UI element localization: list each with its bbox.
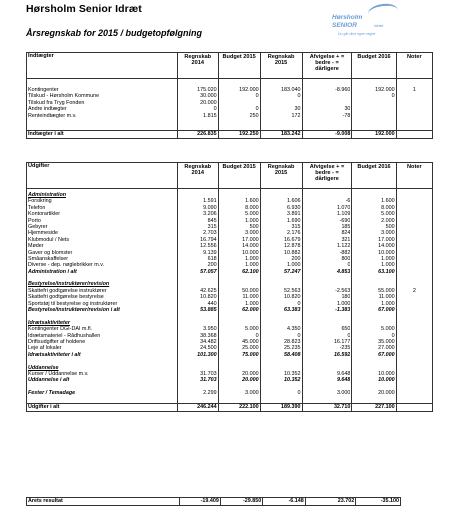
fester-b16: 20.000 [378, 390, 395, 397]
col-afvigelse: Afvigelse + = bedre - = dårligere [302, 53, 352, 79]
expense-row-afv: 1.109 [336, 211, 351, 218]
expense-row-label: Kontingenter DGI-DAI m.fl. [28, 326, 93, 333]
income-row-label: Andre indtægter [28, 106, 67, 113]
income-r14 [177, 79, 218, 131]
income-row-b16: 0 [391, 93, 395, 100]
income-header: Indtægter [27, 53, 178, 79]
expense-row-r15: 0 [297, 300, 301, 307]
result-b16: -35.100 [356, 498, 401, 506]
result-r15: -6.148 [263, 498, 305, 506]
spacer [220, 397, 259, 403]
expense-row-r14: 38.368 [200, 332, 217, 339]
income-row-r15: 172 [291, 112, 301, 119]
page-title: Hørsholm Senior Idræt [26, 3, 142, 15]
expense-row-r14: 1.591 [203, 198, 217, 205]
expense-row-afv: -2.563 [335, 287, 351, 294]
spacer [179, 397, 217, 403]
expense-row-r14: 200 [207, 262, 217, 269]
expense-row-b16: 3.000 [381, 230, 395, 237]
expense-row-b15: 5.000 [245, 211, 259, 218]
spacer [398, 397, 431, 403]
income-row-b15: 250 [249, 112, 259, 119]
group-subtotal-label: Uddannelse i alt [28, 377, 70, 384]
expense-row-b15: 1.600 [245, 198, 259, 205]
income-r15 [260, 79, 302, 131]
spacer [28, 397, 176, 403]
expense-row-label: Kurser / Uddannelse m.v. [28, 370, 89, 377]
expense-row-r15: 10.352 [284, 370, 301, 377]
expense-row-b15: 0 [255, 332, 259, 339]
expense-row-b15: 45.000 [242, 338, 259, 345]
income-row-afv: -8.960 [335, 87, 351, 93]
group-subtotal-afv: -1.383 [335, 307, 351, 314]
expense-row-afv: 800 [341, 255, 351, 262]
income-body [27, 79, 433, 131]
group-subtotal-label: Idrætsaktiviteter i alt [28, 351, 81, 358]
expense-row-b16: 10.000 [378, 370, 395, 377]
income-total-row [27, 131, 433, 139]
spacer [262, 397, 301, 403]
fester-r14: 2.299 [203, 390, 217, 397]
income-row-b15: 0 [255, 106, 259, 113]
expense-row-b15: 5.000 [245, 326, 259, 333]
expense-row-label: Skattefri godtgørelse bestyrelse [28, 294, 104, 301]
expense-row-b15: 20.000 [242, 370, 259, 377]
group-subtotal-afv: 9.648 [336, 377, 351, 384]
income-labels [27, 79, 178, 131]
expense-row-b16: 5.000 [381, 326, 395, 333]
expense-row-r15: 315 [291, 223, 301, 230]
expense-row-label: Hjemmeside [28, 230, 58, 237]
expense-row-b16: 35.000 [378, 338, 395, 345]
income-total-r14: 226.835 [177, 131, 218, 139]
income-total-b15: 192.250 [218, 131, 260, 139]
expense-row-r15: 1.690 [287, 217, 301, 224]
expense-row-afv: -882 [339, 249, 351, 256]
expense-row-label: Skattefri godtgørelse instruktører [28, 287, 107, 294]
expense-row-b16: 1.000 [381, 300, 395, 307]
income-table [26, 52, 433, 139]
fester-label: Fester / Temadage [28, 390, 76, 397]
col-budget-2016: Budget 2016 [352, 53, 396, 79]
expense-row-b15: 17.000 [242, 236, 259, 243]
group-subtotal-b15: 20.000 [242, 377, 259, 384]
expense-row-label: Telefon [28, 204, 46, 211]
expense-row-b15: 3.000 [245, 230, 259, 237]
expense-row-b15: 1.000 [245, 217, 259, 224]
income-total-note [396, 131, 432, 139]
expense-row-b15: 25.000 [242, 345, 259, 352]
expense-row-label: Diverse - dep. nøglebrikker m.v. [28, 262, 104, 269]
expense-row-r15: 2.176 [287, 230, 301, 237]
expense-row-r15: 12.878 [284, 243, 301, 250]
income-b16 [352, 79, 396, 131]
income-row-afv: -78 [342, 112, 351, 119]
income-total-b16: 192.000 [352, 131, 396, 139]
expense-row-b16: 17.000 [378, 236, 395, 243]
expense-row-b16: 1.000 [381, 255, 395, 262]
expense-total-r14: 246.244 [177, 403, 218, 411]
income-row-r14: 1.815 [203, 112, 217, 119]
income-row-afv: 30 [344, 106, 351, 113]
expense-row-r14: 10.820 [200, 294, 217, 301]
expense-row-label: Sportstøj til bestyrelse og instruktører [28, 300, 118, 307]
expense-r15 [260, 189, 302, 404]
expense-row-b15: 1.000 [245, 255, 259, 262]
expense-row-b15: 500 [249, 223, 259, 230]
expense-row-b16: 500 [385, 223, 395, 230]
spacer [353, 397, 394, 403]
expense-row-afv: 650 [341, 326, 351, 333]
expense-row-b16: 10.000 [378, 249, 395, 256]
expense-row-r14: 42.625 [200, 287, 217, 294]
expense-row-r14: 9.139 [203, 249, 217, 256]
expense-row-label: Gaver og blomster [28, 249, 73, 256]
expense-row-b16: 1.600 [381, 198, 395, 205]
logo-swirl-icon [367, 2, 399, 22]
spacer [304, 397, 351, 403]
expense-row-r15: 200 [291, 255, 301, 262]
income-row-label: Tilskud fra Tryg Fonden [28, 99, 85, 106]
result-table [26, 497, 401, 506]
expense-row-afv: 185 [341, 223, 351, 230]
expense-row-r14: 2.703 [203, 230, 217, 237]
group-subtotal-b16: 10.000 [378, 377, 395, 384]
expense-row-label: Kontorartikler [28, 211, 61, 218]
group-heading: Idrætsaktiviteter [28, 319, 70, 326]
group-subtotal-b15: 62.000 [242, 307, 259, 314]
income-notes [396, 79, 432, 131]
expense-row-b16: 2.000 [381, 217, 395, 224]
expense-row-afv: 1.070 [336, 204, 351, 211]
income-row-note: 1 [412, 87, 416, 93]
col-budget-2016-b: Budget 2016 [352, 163, 396, 189]
expense-r14 [177, 189, 218, 404]
page-subtitle: Årsregnskab for 2015 / budgetopfølgning [26, 28, 203, 38]
expense-row-r15: 1.000 [287, 262, 301, 269]
income-row-label: Kontingenter [28, 87, 59, 93]
result-r14: -19.409 [179, 498, 220, 506]
expense-row-r15: 4.350 [287, 326, 301, 333]
logo-tagline: Du går dine egne vegne [338, 32, 376, 36]
expense-body [27, 189, 433, 404]
expense-total-note [396, 403, 432, 411]
expense-row-r14: 315 [207, 223, 217, 230]
income-row-r14: 30.000 [200, 93, 217, 100]
result-row [27, 498, 401, 506]
expense-row-afv: 0 [347, 262, 351, 269]
result-b15: -29.850 [220, 498, 262, 506]
club-logo [330, 4, 422, 40]
expense-row-b16: 14.000 [378, 243, 395, 250]
expense-row-b15: 50.000 [242, 287, 259, 294]
expense-row-afv: -6 [345, 198, 351, 205]
expense-row-afv: -235 [339, 345, 351, 352]
logo-text-3: Idræt [374, 23, 384, 28]
expense-row-b16: 1.000 [381, 262, 395, 269]
expense-row-r14: 3.950 [203, 326, 217, 333]
expense-total-b16: 227.100 [352, 403, 396, 411]
expense-row-r14: 618 [207, 255, 217, 262]
group-heading: Administration [28, 192, 67, 198]
logo-text-1: Hørsholm [332, 14, 363, 21]
expense-row-r15: 16.679 [284, 236, 301, 243]
expense-row-r14: 440 [207, 300, 217, 307]
expense-row-b15: 14.000 [242, 243, 259, 250]
group-subtotal-b15: 62.100 [242, 268, 259, 275]
expense-row-r14: 9.090 [203, 204, 217, 211]
income-row-b15: 0 [255, 93, 259, 100]
expense-row-afv: -690 [339, 217, 351, 224]
group-subtotal-label: Bestyrelse/instruktører/revision i alt [28, 307, 120, 314]
income-row-b15: 192.000 [239, 87, 259, 93]
income-row-r14: 0 [213, 106, 217, 113]
income-row-note [398, 113, 431, 119]
expense-row-r15: 52.563 [284, 287, 301, 294]
group-subtotal-r15: 58.408 [284, 351, 301, 358]
expense-row-afv: 16.177 [333, 338, 351, 345]
income-total-afv: -9.008 [302, 131, 352, 139]
expense-row-r15: 25.235 [284, 345, 301, 352]
group-subtotal-r15: 63.383 [284, 307, 301, 314]
expense-row-r14: 12.556 [200, 243, 217, 250]
expense-b16 [352, 189, 396, 404]
income-row-r15: 0 [297, 93, 301, 100]
expense-row-r14: 34.482 [200, 338, 217, 345]
expense-row-b16: 27.000 [378, 345, 395, 352]
group-subtotal-r14: 31.703 [200, 377, 217, 384]
group-subtotal-r15: 10.352 [284, 377, 301, 384]
group-heading: Bestyrelse/instruktører/revision [28, 281, 110, 288]
group-subtotal-r15: 57.247 [284, 268, 301, 275]
expense-header: Udgifter [27, 163, 178, 189]
expense-row-b15: 1.000 [245, 262, 259, 269]
col-noter: Noter [396, 53, 432, 79]
group-subtotal-b16: 63.100 [378, 268, 395, 275]
income-total-r15: 183.242 [260, 131, 302, 139]
group-heading: Uddannelse [28, 364, 59, 371]
expense-row-r14: 16.794 [200, 236, 217, 243]
expense-row-afv: 9.648 [336, 370, 351, 377]
fester-r15: 0 [297, 390, 301, 397]
income-row-r15: 183.040 [281, 87, 301, 93]
group-subtotal-r14: 57.057 [200, 268, 217, 275]
expense-notes [396, 189, 432, 404]
expense-row-r15: 3.891 [287, 211, 301, 218]
expense-row-afv: 824 [341, 230, 351, 237]
expense-row-afv: 1.122 [336, 243, 351, 250]
group-subtotal-r14: 101.300 [197, 351, 217, 358]
expense-row-b15: 11.000 [242, 294, 259, 301]
expense-row-b16: 0 [391, 332, 395, 339]
expense-total-label: Udgifter i alt [27, 403, 178, 411]
col-budget-2015: Budget 2015 [218, 53, 260, 79]
income-row-b16 [353, 113, 394, 119]
col-regnskab-2014: Regnskab 2014 [177, 53, 218, 79]
expense-row-r14: 845 [207, 217, 217, 224]
group-subtotal-b15: 75.000 [242, 351, 259, 358]
expense-row-label: Driftsudgifter af holdene [28, 338, 86, 345]
income-row-r14: 175.020 [197, 87, 217, 93]
income-row-label: Renteindtægter m.v. [28, 112, 77, 119]
expense-row-b16: 55.000 [378, 287, 395, 294]
group-subtotal-b16: 67.000 [378, 307, 395, 314]
expense-row-b15: 1.000 [245, 300, 259, 307]
expense-row-note: 2 [412, 287, 416, 294]
expense-row-r15: 1.606 [287, 198, 301, 205]
logo-text-2: SENIOR [332, 22, 357, 29]
expense-row-label: Idrætsmateriel - Rådhushallen [28, 332, 101, 339]
income-row-r14: 20.000 [200, 99, 217, 106]
expense-row-r14: 3.206 [203, 211, 217, 218]
expense-row-b16: 5.000 [381, 211, 395, 218]
expense-total-row [27, 403, 433, 411]
expense-table [26, 162, 433, 412]
col-regnskab-2014-b: Regnskab 2014 [177, 163, 218, 189]
group-subtotal-r14: 53.885 [200, 307, 217, 314]
expense-row-r15: 10.882 [284, 249, 301, 256]
expense-row-b15: 10.000 [242, 249, 259, 256]
expense-row-r14: 31.703 [200, 370, 217, 377]
expense-row-b16: 8.000 [381, 204, 395, 211]
result-label: Årets resultat [27, 498, 180, 506]
col-budget-2015-b: Budget 2015 [218, 163, 260, 189]
result-afv: 23.702 [305, 498, 355, 506]
expense-total-r15: 189.390 [260, 403, 302, 411]
col-noter-b: Noter [396, 163, 432, 189]
expense-row-r15: 6.930 [287, 204, 301, 211]
fester-afv: 3.000 [336, 390, 351, 397]
expense-total-b15: 222.100 [218, 403, 260, 411]
expense-row-afv: 180 [341, 294, 351, 301]
expense-row-afv: 321 [341, 236, 351, 243]
income-b15 [218, 79, 260, 131]
expense-b15 [218, 189, 260, 404]
expense-row-afv: 0 [347, 332, 351, 339]
expense-total-afv: 32.710 [302, 403, 352, 411]
expense-row-label: Forsikring [28, 198, 52, 205]
group-subtotal-afv: 16.592 [333, 351, 351, 358]
expense-row-label: Gebyrer [28, 223, 48, 230]
income-row-r15: 30 [294, 106, 301, 113]
group-subtotal-label: Administration i alt [28, 268, 77, 275]
expense-row-r14: 24.500 [200, 345, 217, 352]
expense-row-r15: 28.823 [284, 338, 301, 345]
expense-row-label: Møder [28, 243, 44, 250]
expense-row-label: Klubmodul / Nets [28, 236, 70, 243]
expense-row-label: Porto [28, 217, 41, 224]
income-row-label: Tilskud - Hørsholm Kommune [28, 93, 100, 100]
col-afvigelse-b: Afvigelse + = bedre - = dårligere [302, 163, 352, 189]
income-row-b16: 192.000 [375, 87, 395, 93]
expense-row-label: Leje af lokaler [28, 345, 62, 352]
income-total-label: Indtægter i alt [27, 131, 178, 139]
expense-row-r15: 10.820 [284, 294, 301, 301]
expense-labels [27, 189, 178, 404]
expense-row-label: Småanskaffelser [28, 255, 69, 262]
expense-row-r15: 0 [297, 332, 301, 339]
col-regnskab-2015-b: Regnskab 2015 [260, 163, 302, 189]
expense-row-b16: 11.000 [378, 294, 395, 301]
expense-row-b15: 8.000 [245, 204, 259, 211]
expense-afv [302, 189, 352, 404]
group-subtotal-b16: 67.000 [378, 351, 395, 358]
group-subtotal-afv: 4.853 [336, 268, 351, 275]
expense-row-afv: 1.000 [336, 300, 351, 307]
income-afv [302, 79, 352, 131]
col-regnskab-2015: Regnskab 2015 [260, 53, 302, 79]
fester-b15: 3.000 [245, 390, 259, 397]
